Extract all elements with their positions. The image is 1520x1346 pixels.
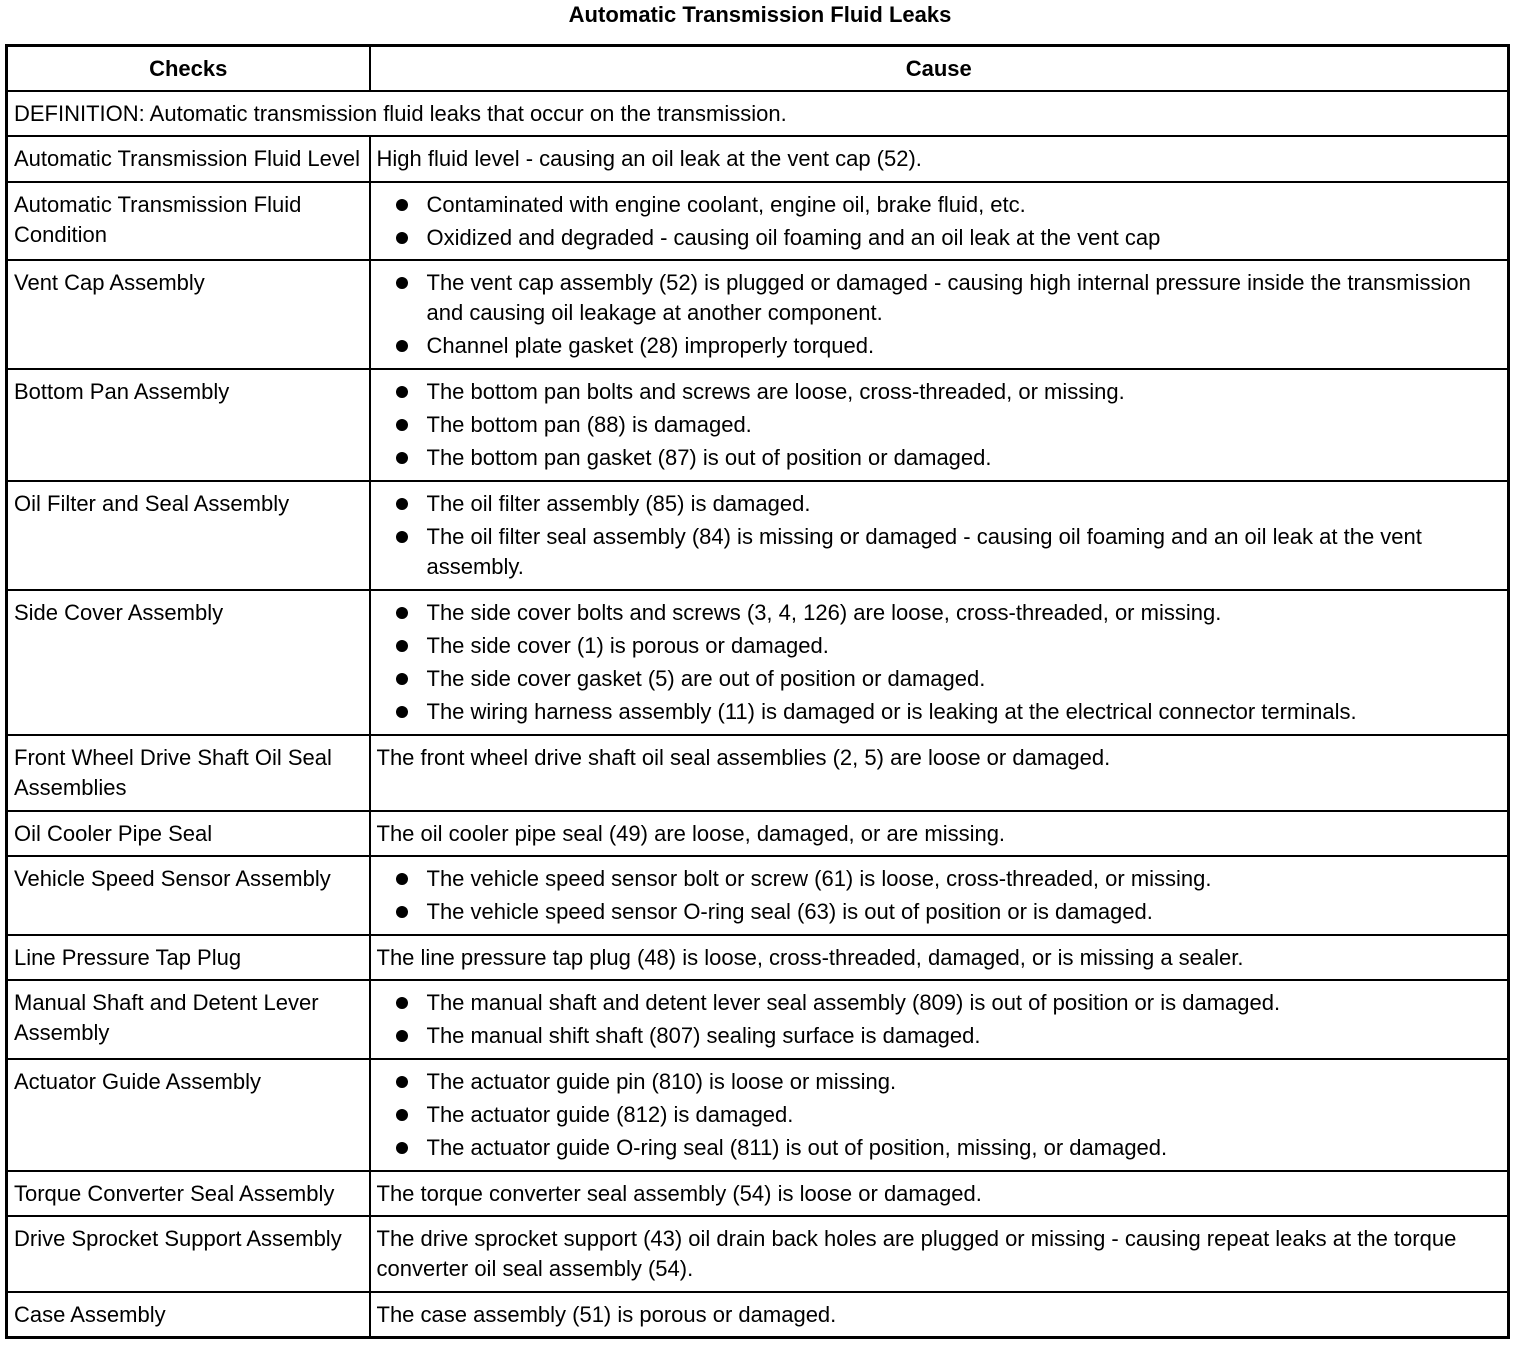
list-item: [377, 190, 1502, 220]
cause-cell: [370, 260, 1509, 369]
check-cell: Drive Sprocket Support Assembly: [7, 1216, 370, 1292]
table-row: [7, 735, 1509, 811]
cause-cell: [370, 136, 1509, 181]
cause-cell: [370, 1292, 1509, 1338]
cause-text: The bottom pan (88) is damaged.: [426, 412, 752, 438]
table-row: [7, 856, 1509, 935]
table-row: [7, 1216, 1509, 1292]
table-row: [7, 811, 1509, 856]
cause-text: The vent cap assembly (52) is plugged or damaged - causing high internal pressure inside the transmission and causing oil leakage at another component.: [426, 270, 1471, 326]
cause-text: The vehicle speed sensor bolt or screw (61) is loose, cross-threaded, or missing.: [426, 866, 1212, 892]
table-row: [7, 1171, 1509, 1216]
header-checks: Checks: [7, 46, 370, 92]
cause-list: [377, 1067, 1502, 1163]
cause-cell: [370, 182, 1509, 261]
check-cell: Case Assembly: [7, 1292, 370, 1338]
table-row: [7, 590, 1509, 735]
check-cell: Torque Converter Seal Assembly: [7, 1171, 370, 1216]
bullet-icon: [396, 1109, 408, 1121]
bullet-icon: [396, 640, 408, 652]
table-row: [7, 980, 1509, 1059]
check-cell: Line Pressure Tap Plug: [7, 935, 370, 980]
check-cell: Manual Shaft and Detent Lever Assembly: [7, 980, 370, 1059]
bullet-icon: [396, 706, 408, 718]
list-item: [377, 1021, 1502, 1051]
list-item: [377, 631, 1502, 661]
list-item: [377, 697, 1502, 727]
cause-text: The vehicle speed sensor O-ring seal (63) is out of position or is damaged.: [426, 899, 1153, 925]
table-row: [7, 369, 1509, 481]
check-cell: Automatic Transmission Fluid Level: [7, 136, 370, 181]
list-item: [377, 664, 1502, 694]
bullet-icon: [396, 1030, 408, 1042]
cause-text: High fluid level - causing an oil leak at the vent cap (52).: [376, 146, 922, 172]
cause-list: [377, 190, 1502, 253]
cause-text: The oil filter assembly (85) is damaged.: [426, 491, 811, 517]
cause-text: The manual shift shaft (807) sealing surface is damaged.: [426, 1023, 981, 1049]
cause-list: [377, 988, 1502, 1051]
cause-text: The oil filter seal assembly (84) is missing or damaged - causing oil foaming and an oil leak at the vent assembly.: [426, 524, 1422, 580]
table-row: [7, 182, 1509, 261]
bullet-icon: [396, 232, 408, 244]
cause-cell: [370, 1216, 1509, 1292]
list-item: [377, 377, 1502, 407]
list-item: [377, 522, 1502, 582]
check-cell: Oil Filter and Seal Assembly: [7, 481, 370, 590]
cause-text: Channel plate gasket (28) improperly torqued.: [426, 333, 875, 359]
bullet-icon: [396, 419, 408, 431]
list-item: [377, 1133, 1502, 1163]
cause-cell: [370, 369, 1509, 481]
check-cell: Bottom Pan Assembly: [7, 369, 370, 481]
bullet-icon: [396, 1142, 408, 1154]
bullet-icon: [396, 340, 408, 352]
check-cell: Automatic Transmission Fluid Condition: [7, 182, 370, 261]
cause-cell: [370, 1171, 1509, 1216]
bullet-icon: [396, 997, 408, 1009]
cause-text: Oxidized and degraded - causing oil foaming and an oil leak at the vent cap: [426, 224, 1161, 250]
cause-cell: [370, 481, 1509, 590]
table-row: [7, 1059, 1509, 1171]
list-item: [377, 1100, 1502, 1130]
table-body: [7, 91, 1509, 1338]
list-item: [377, 489, 1502, 519]
cause-text: The bottom pan gasket (87) is out of position or damaged.: [426, 445, 992, 471]
cause-cell: [370, 735, 1509, 811]
list-item: [377, 223, 1502, 253]
table-row: [7, 1292, 1509, 1338]
fluid-leaks-table: [5, 44, 1510, 1339]
list-item: [377, 268, 1502, 328]
bullet-icon: [396, 906, 408, 918]
cause-cell: [370, 980, 1509, 1059]
bullet-icon: [396, 386, 408, 398]
cause-text: The oil cooler pipe seal (49) are loose, damaged, or are missing.: [376, 820, 1006, 846]
definition-row: [7, 91, 1509, 136]
cause-text: The side cover bolts and screws (3, 4, 126) are loose, cross-threaded, or missing.: [426, 599, 1222, 625]
cause-cell: [370, 590, 1509, 735]
cause-text: The manual shaft and detent lever seal assembly (809) is out of position or is damaged.: [426, 990, 1281, 1016]
check-cell: Oil Cooler Pipe Seal: [7, 811, 370, 856]
check-cell: Vent Cap Assembly: [7, 260, 370, 369]
cause-list: [377, 598, 1502, 727]
table-row: [7, 260, 1509, 369]
cause-text: The bottom pan bolts and screws are loose, cross-threaded, or missing.: [426, 379, 1125, 405]
list-item: [377, 988, 1502, 1018]
bullet-icon: [396, 673, 408, 685]
bullet-icon: [396, 531, 408, 543]
cause-text: The actuator guide O-ring seal (811) is out of position, missing, or damaged.: [426, 1134, 1168, 1160]
cause-text: The side cover (1) is porous or damaged.: [426, 632, 829, 658]
cause-cell: [370, 856, 1509, 935]
list-item: [377, 410, 1502, 440]
list-item: [377, 598, 1502, 628]
cause-text: The case assembly (51) is porous or damaged.: [376, 1301, 837, 1327]
cause-text: The wiring harness assembly (11) is damaged or is leaking at the electrical connector terminals.: [426, 698, 1357, 724]
page-title: Automatic Transmission Fluid Leaks: [568, 2, 952, 27]
cause-list: [377, 489, 1502, 582]
table-row: [7, 481, 1509, 590]
cause-text: Contaminated with engine coolant, engine oil, brake fluid, etc.: [426, 191, 1026, 217]
list-item: [377, 897, 1502, 927]
table-row: [7, 136, 1509, 181]
list-item: [377, 443, 1502, 473]
cause-list: [377, 864, 1502, 927]
table-row: [7, 935, 1509, 980]
check-cell: Side Cover Assembly: [7, 590, 370, 735]
check-cell: Actuator Guide Assembly: [7, 1059, 370, 1171]
cause-text: The drive sprocket support (43) oil drain back holes are plugged or missing - causing repeat leaks at the torque converter oil seal assembly (54).: [376, 1225, 1457, 1281]
bullet-icon: [396, 199, 408, 211]
header-cause: Cause: [370, 46, 1509, 92]
header-row: [7, 46, 1509, 92]
cause-text: The actuator guide pin (810) is loose or missing.: [426, 1068, 897, 1094]
bullet-icon: [396, 1076, 408, 1088]
bullet-icon: [396, 873, 408, 885]
cause-text: The line pressure tap plug (48) is loose, cross-threaded, damaged, or is missing a sealer.: [376, 944, 1244, 970]
list-item: [377, 331, 1502, 361]
definition-text: DEFINITION: Automatic transmission fluid leaks that occur on the transmission.: [7, 91, 1509, 136]
list-item: [377, 864, 1502, 894]
cause-text: The side cover gasket (5) are out of position or damaged.: [426, 665, 986, 691]
bullet-icon: [396, 607, 408, 619]
cause-text: The front wheel drive shaft oil seal assemblies (2, 5) are loose or damaged.: [376, 745, 1111, 771]
bullet-icon: [396, 498, 408, 510]
cause-list: [377, 377, 1502, 473]
cause-cell: [370, 1059, 1509, 1171]
cause-text: The torque converter seal assembly (54) is loose or damaged.: [376, 1180, 982, 1206]
list-item: [377, 1067, 1502, 1097]
bullet-icon: [396, 452, 408, 464]
cause-cell: [370, 935, 1509, 980]
cause-text: The actuator guide (812) is damaged.: [426, 1101, 794, 1127]
check-cell: Vehicle Speed Sensor Assembly: [7, 856, 370, 935]
cause-list: [377, 268, 1502, 361]
cause-cell: [370, 811, 1509, 856]
bullet-icon: [396, 277, 408, 289]
check-cell: Front Wheel Drive Shaft Oil Seal Assemblies: [7, 735, 370, 811]
